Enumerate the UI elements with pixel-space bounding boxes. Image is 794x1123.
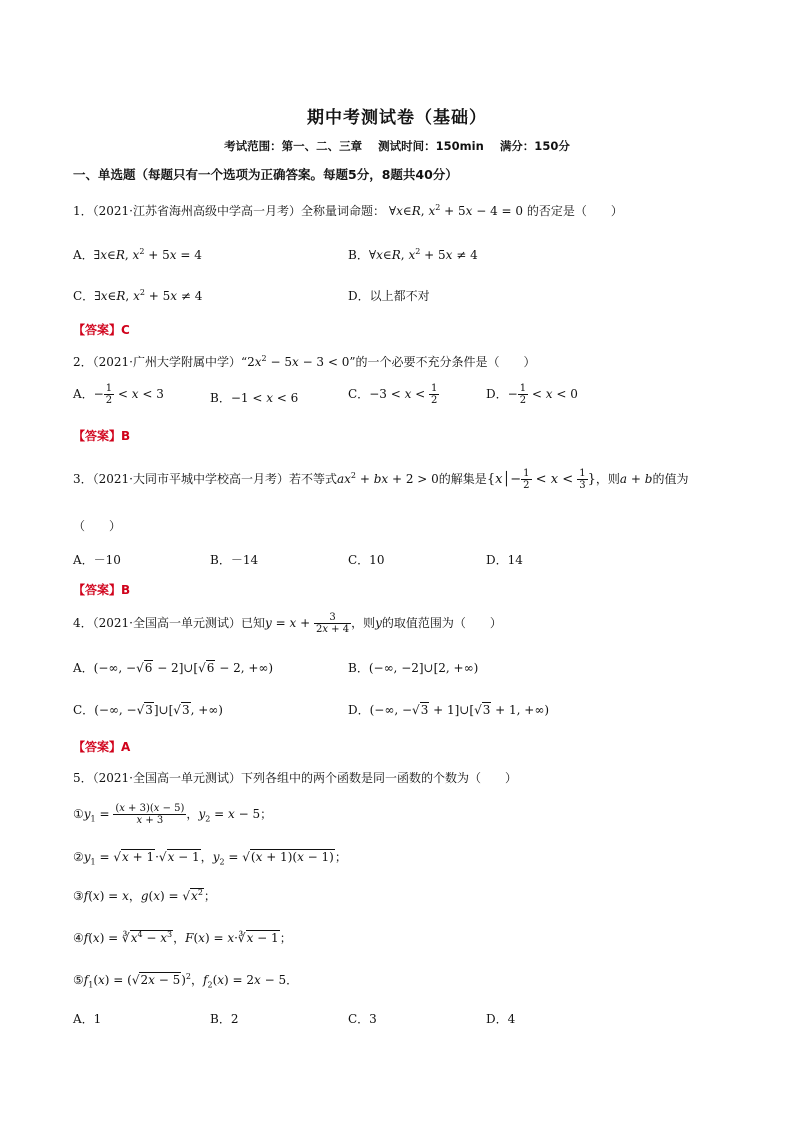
q3-formula: $ax^2$ + bx + 2 > 0 (337, 471, 439, 486)
q5-option-b[interactable]: B．2 (210, 1012, 239, 1026)
q4-option-c[interactable]: C．(−∞, −√3]∪[√3, +∞) (73, 703, 223, 717)
q5-item-4: ④f(x) = $∛x^4 - x^3$，F(x) = x·∛x − 1； (73, 930, 292, 945)
q4-answer: 【答案】A (73, 740, 131, 754)
q1-option-d[interactable]: D．以上都不对 (348, 289, 430, 303)
question-2-stem: 2．（2021·广州大学附属中学）“$2x^2 - 5x - 3 < 0$”的一个必要不充分条件是（ ） (73, 354, 536, 369)
q3-solution-set: {x│− $\frac{1}{2}$ < x < $\frac{1}{3}$ } (486, 468, 596, 491)
q2-answer: 【答案】B (73, 429, 131, 443)
question-5-stem: 5．（2021·全国高一单元测试）下列各组中的两个函数是同一函数的个数为（ ） (73, 771, 517, 785)
q5-option-a[interactable]: A．1 (73, 1012, 102, 1026)
q4-option-d[interactable]: D．(−∞, −√3 + 1]∪[√3 + 1, +∞) (348, 703, 550, 717)
q5-option-d[interactable]: D．4 (486, 1012, 516, 1026)
q2-option-d[interactable]: D．− $\frac{1}{2}$ < x < 0 (486, 383, 578, 406)
q4-formula: y = x + $\frac{3}{2x + 4}$ (265, 612, 350, 635)
q2-option-c[interactable]: C．−3 < x < $\frac{1}{2}$ (348, 383, 438, 406)
section-heading: 一、单选题（每题只有一个选项为正确答案。每题5分，8题共40分） (73, 167, 458, 182)
q5-item-5: $⑤f_1(x) = (√2x - 5)^2$，$f_2(x) = 2x - 5$． (73, 972, 299, 990)
question-3-stem: 3．（2021·大同市平城中学校高一月考）若不等式$ax^2$ + bx + 2 > 0的解集是{x│− $\frac{1}{2}$ < x < $\frac{1}{3}$ }，则a + b的值为 (73, 468, 689, 491)
question-1-stem: 1．（2021·江苏省海州高级中学高一月考）全称量词命题： ∀x∈R, $x^2 + 5x - 4 = 0$ 的否定是（ ） (73, 203, 623, 218)
q1-option-a[interactable]: A．∃x∈R, $x^2 + 5x = 4$ (73, 247, 202, 262)
q5-option-c[interactable]: C．3 (348, 1012, 377, 1026)
q5-item-2: $②y_1 = √x + 1\cdot√x - 1$，$y_2 = √(x + 1)(x - 1)$； (73, 850, 347, 867)
q3-option-c[interactable]: C．10 (348, 553, 385, 567)
q1-formula: ∀x∈R, $x^2 + 5x - 4 = 0$ (388, 203, 524, 218)
question-3-stem-cont: （ ） (73, 519, 122, 533)
exam-time: 测试时间：150min (378, 139, 484, 153)
page-title: 期中考测试卷（基础） (307, 108, 487, 128)
q3-answer: 【答案】B (73, 583, 131, 597)
q2-option-b[interactable]: B．−1 < x < 6 (210, 391, 299, 405)
q5-item-3: ③f(x) = x，$g(x) = √x^2$； (73, 888, 216, 903)
question-4-stem: 4．（2021·全国高一单元测试）已知y = x + $\frac{3}{2x + 4}$ ，则y的取值范围为（ ） (73, 612, 502, 635)
q2-option-a[interactable]: A．− $\frac{1}{2}$ < x < 3 (73, 383, 164, 406)
exam-score: 满分：150分 (499, 139, 570, 153)
exam-info (0, 138, 794, 154)
q2-formula: $2x^2 - 5x - 3 < 0$ (247, 354, 350, 369)
q3-option-b[interactable]: B．－14 (210, 553, 259, 567)
q1-answer: 【答案】C (73, 323, 130, 337)
q1-option-c[interactable]: C．∃x∈R, $x^2 + 5x \ne 4$ (73, 288, 203, 303)
q3-option-d[interactable]: D．14 (486, 553, 523, 567)
exam-scope: 考试范围：第一、二、三章 (224, 139, 363, 153)
q5-item-1: $①y_1$ = $\frac{(x + 3)(x - 5)}{x + 3}$ ，$y_2 = x - 5$； (73, 803, 273, 826)
q4-option-a[interactable]: A．(−∞, −√6 − 2]∪[√6 − 2, +∞) (73, 661, 274, 675)
q1-option-b[interactable]: B．∀x∈R, $x^2 + 5x \ne 4$ (348, 247, 478, 262)
q4-option-b[interactable]: B．(−∞, −2]∪[2, +∞) (348, 661, 479, 675)
q3-option-a[interactable]: A．－10 (73, 553, 121, 567)
